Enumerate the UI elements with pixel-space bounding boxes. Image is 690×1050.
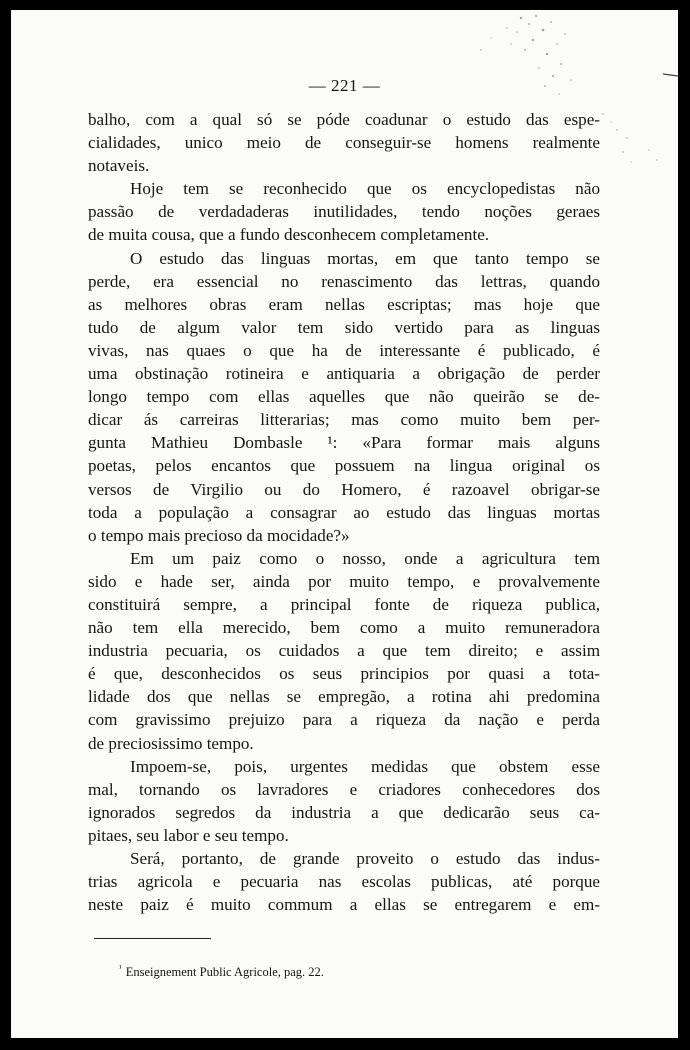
text-line: longo tempo com ellas aquelles que não queirão se de- <box>88 387 600 407</box>
text-line: uma obstinação rotineira e antiquaria a obrigação de perder <box>88 364 600 384</box>
text-line: as melhores obras eram nellas escriptas; mas hoje que <box>88 294 600 314</box>
text-line: de preciosissimo tempo. <box>88 733 254 753</box>
text-line: poetas, pelos encantos que possuem na lingua original os <box>88 456 600 476</box>
text-line: Hoje tem se reconhecido que os encyclopedistas não <box>130 179 600 199</box>
text-line: gunta Mathieu Dombasle ¹: «Para formar mais alguns <box>88 433 600 453</box>
text-line: ignorados segredos da industria a que dedicarão seus ca- <box>88 802 600 822</box>
text-line: O estudo das linguas mortas, em que tanto tempo se <box>130 248 600 268</box>
text-line: o tempo mais precioso da mocidade?» <box>88 525 350 545</box>
text-line: toda a população a consagrar ao estudo das linguas mortas <box>88 502 600 522</box>
text-line: de muita cousa, que a fundo desconhecem completamente. <box>88 225 490 245</box>
text-line: não tem ella merecido, bem como a muito remuneradora <box>88 618 600 638</box>
text-line: versos de Virgilio ou do Homero, é razoavel obrigar-se <box>88 479 600 499</box>
text-line: trias agricola e pecuaria nas escolas publicas, até porque <box>88 872 600 892</box>
footnote <box>119 962 324 980</box>
text-line: pitaes, seu labor e seu tempo. <box>88 825 289 845</box>
footnote-mark: ¹ <box>119 962 122 973</box>
text-line: cialidades, unico meio de conseguir-se homens realmente <box>88 133 600 153</box>
text-line: dicar ás carreiras litterarias; mas como muito bem per- <box>88 410 600 430</box>
text-line: mal, tornando os lavradores e criadores conhecedores dos <box>88 779 600 799</box>
text-line: com gravissimo prejuizo para a riqueza da nação e perda <box>88 710 600 730</box>
text-line: vivas, nas quaes o que ha de interessante é publicado, é <box>88 340 600 360</box>
text-line: lidade dos que nellas se empregão, a rotina ahi predomina <box>88 687 600 707</box>
text-line: perde, era essencial no renascimento das lettras, quando <box>88 271 600 291</box>
text-line: sido e hade ser, ainda por muito tempo, e provalvemente <box>88 571 600 591</box>
text-line: notaveis. <box>88 156 150 176</box>
text-line: constituirá sempre, a principal fonte de riqueza publica, <box>88 594 600 614</box>
text-line: balho, com a qual só se póde coadunar o estudo das espe- <box>88 110 600 129</box>
page-number: — 221 — <box>308 76 381 95</box>
text-line: Impoem-se, pois, urgentes medidas que obstem esse <box>130 756 600 776</box>
body-text <box>88 108 600 916</box>
text-line: neste paiz é muito commum a ellas se entregarem e em- <box>88 895 600 915</box>
footnote-text: Enseignement Public Agricole, pag. 22. <box>125 965 324 979</box>
text-line: é que, desconhecidos os seus principios por quasi a tota- <box>88 664 600 684</box>
text-line: industria pecuaria, os cuidados a que tem direito; e assim <box>88 641 600 661</box>
book-page <box>11 10 678 1038</box>
text-line: Será, portanto, de grande proveito o estudo das indus- <box>130 849 600 868</box>
text-line: tudo de algum valor tem sido vertido para as linguas <box>88 317 600 337</box>
text-line: Em um paiz como o nosso, onde a agricultura tem <box>130 548 600 568</box>
text-line: passão de verdadaderas inutilidades, tendo noções geraes <box>88 202 600 222</box>
footnote-rule <box>94 938 211 939</box>
